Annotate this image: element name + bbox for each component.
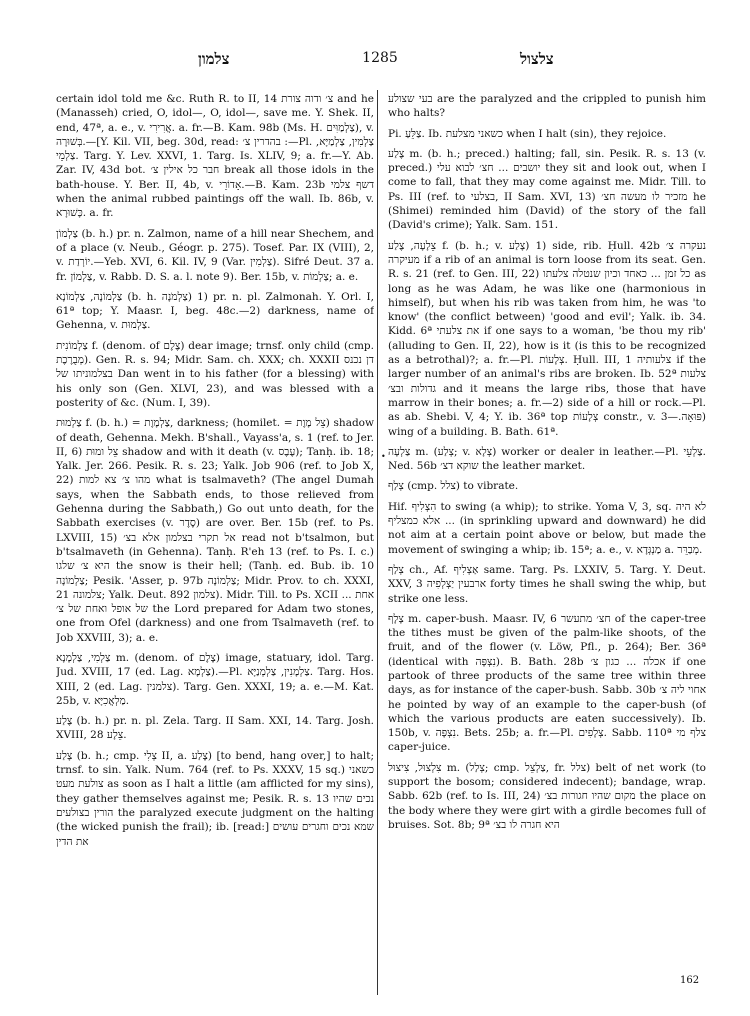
left-column <box>56 92 374 1002</box>
page-number: 1285 <box>362 50 398 66</box>
entry-hif: Hif. הִצְלִיף to swing (a whip); to strike. Yoma V, 3, sq. לא היה ... אלא כמצליף (in sprinkling upward and downward) he did not aim at a certain point above or below, but made the movement of swinging a whip; ib. 15ª; a. e., v. מַנְגְּדָא a. מְבַרֵּר. <box>388 500 706 556</box>
entry-tsala-verb: צָלַע (b. h.; cmp. צְלִי II, a. צֶלַע) [to bend, hang over,] to halt; trnsf. to sin. Yalk. Num. 764 (ref. to Ps. XXXV, 15 sq.) כשאני צולעת מעט as soon as I halt a little (am afflicted for my sins), they gather themselves against me; Pesik. R. s. 13 נכים שהיו הורין בצולעים the paralyzed execute judgment on the halting (the wicked punish the frail); ib. [read:] שמא נכים וחגרים עושים את הדין <box>56 749 374 848</box>
footer-number: 162 <box>680 975 700 986</box>
running-head-left: צלמון <box>198 50 230 68</box>
entry-tsalmonith: צַלְמוֹנִית f. (denom. of צֶלֶם) dear image; trnsf. only child (cmp. מְבֻרֶכֶת). Gen. R. s. 94; Midr. Sam. ch. XXX; ch. XXXII דן נכנס בצלמוניתו של Dan went in to his father (for a blessing) with his only son (Gen. XLVI, 23), and was blessed with a posterity of &c. (Num. I, 39). <box>56 339 374 409</box>
entry-continued: certain idol told me &c. Ruth R. to II, 14 צ׳ ודוה צורת and he (Manasseh) cried, O, idol—, O, idol—, save me. Y. Shek. II, end, 47ª, a. e., v. אֲרִירִי. a. fr.—B. Kam. 98b (Ms. H. צַלְמַוִּים), v. בְּשׁוּרָה.—[Y. Kil. VII, beg. 30d, read: בהדרין צ׳ :—Pl. צַלְמִין, צַלְמַיָּא, צַלְמֵי. Targ. Y. Lev. XXVI, 1. Targ. Is. XLIV, 9; a. fr.—Y. Ab. Zar. IV, 43d bot. חבר כל אילין צ׳ break all those idols in the bath-house. Y. Ber. II, 4b, v. אָדוֹרֵי.—B. Kam. 23b דשף צלמי when the animal rubbed paintings off the wall. Ib. 86b, v. כָּשׁוּרָא. a. fr. <box>56 93 374 220</box>
margin-mark: • <box>381 452 386 461</box>
entry-tsalaf-caper: צָלָף m. caper-bush. Maasr. IV, 6 חצ׳ מתעשר of the caper-tree the tithes must be given of the palm-like shoots, of the fruit, and of the flower (v. Löw, Pfl., p. 264); Ber. 36ª (identical with נִצְפָּה). B. Bath. 28b אכלה ... כגון צ׳ if one partook of three products of the same tree within three days, as for instance of the caper-bush. Sabb. 30b אחוי ליה צ׳ he pointed by way of an example to the caper-bush (of which the various products are eaten successively). Ib. 150b, v. נִצְפָּה. Bets. 25b; a. fr.—Pl. צְלָפִים. Sabb. 110ª צלף מי caper-juice. <box>388 612 706 754</box>
entry-tsalmuth: צַלְמוּת f. (b. h.) = צַלְמָוֶת, darkness; (homilet. = צֵל מָוֶת) shadow of death, Gehenna. Mekh. B'shall., Vayass'a, s. 1 (ref. to Jer. II, 6) צֵל ומוּת shadow and with it death (v. עֶבֶס); Tanḥ. ib. 18; Yalk. Jer. 266. Pesik. R. s. 23; Yalk. Job 906 (ref. to Job X, 22) מהו צ׳ צא למות what is tsalmaveth? (The angel Dumah says, when the Sabbath ends, to those relieved from Gehenna during the Sabbath,) Go out unto death, for the Sabbath exercises (v. סֶדֶר) are over. Ber. 15b (ref. to Ps. LXVIII, 15) אל תקרי בצלמון אלא בצ׳ read not b'tsalmon, but b'tsalmaveth (in Gehenna). Tanḥ. R'eh 13 (ref. to Ps. I. c.) היא צ׳ שלגו the snow is their hell; (Tanḥ. ed. Bub. ib. 10 צַלְמוֹנָה; Pesik. 'Asser, p. 97b צַלְמוֹנָה; Midr. Prov. to ch. XXXI, 21 צלמונה; Yalk. Deut. 892 צלמון). Midr. Till. to Ps. XCII ... אחת של אופל ואחת של צ׳ the Lord prepared for Adam two stones, one from Ofel (darkness) and one from Tsalmaveth (ref. to Job XXVIII, 3); a. e. <box>56 417 374 644</box>
entry-tselaah-rib: צֵלָעָה, צֶלַע f. (b. h.; v. צָלַע) 1) side, rib. Ḥull. 42b נעקרה צ׳ מעיקרה if a rib of an animal is torn loose from its seat. Gen. R. s. 21 (ref. to Gen. III, 22) כל זמן ... כאחד וכיון שנטלה צלעתו as long as he was Adam, he was like one (harmonious in himself), but when his rib was taken from him, he was 'to know' (the conflict between) 'good and evil'; Yalk. ib. 34. Kidd. 6ª את צלעתי if one says to a woman, 'be thou my rib' (alluding to Gen. II, 22), how is it (is this to be recognized as a betrothal)?; a. fr.—Pl. צְלָעוֹת. Ḥull. III, 1 צלעותיה if the larger number of an animal's ribs are broken. Ib. 52ª צלעות גדולות ובצ׳ and it means the large ribs, those that have marrow in their bones; a. fr.—2) side of a hill or rock.—Pl. as ab. Shebi. V, 4; Y. ib. 36ª top צְלָעוֹת constr., v. פּוּאָה.—3) wing of a building. B. Bath. 61ª. <box>388 239 706 438</box>
right-column <box>388 92 706 1002</box>
entry-tsalah-leather: צַלְעָה m. (צְלַע; v. צְלָא) worker or dealer in leather.—Pl. צַלְעֵי. Ned. 56b שוקא דצ׳ the leather market. <box>388 445 706 473</box>
entry-tsiltsul: צִלְצוּל, צִיצוּל m. (צְלַל; cmp. צַלְצֵל, fr. צלל) belt of net work (to support the bosom; considered indecent); bandage, wrap. Sabb. 62b (ref. to Is. III, 24) מקום שהיו חגורות בצ׳ the place on the body where they were girt with a girdle becomes full of bruises. Sot. 8b; 9ª היא חגרה לו בצ׳ <box>388 761 706 831</box>
entry-zela-place: צֶלַע (b. h.) pr. n. pl. Zela. Targ. II Sam. XXI, 14. Targ. Josh. XVIII, 28 צֵלָע. <box>56 715 374 742</box>
entry-continued-right: בעי שצולע are the paralyzed and the crippled to punish him who halts? <box>388 93 706 120</box>
running-head-right: צלצול <box>520 50 554 68</box>
entry-tselaf-vibrate: צְלַף (cmp. צלל) to vibrate. <box>388 480 519 493</box>
entry-tsalmi: צַלְמִי, צַלְמָנָא m. (denom. of צֶלֶם) image, statuary, idol. Targ. Jud. XVIII, 17 (ed. Lag. צַלְמָא).—Pl. צַלְמָנִין, צַלְמְנַיָּא. Targ. Hos. XIII, 2 (ed. Lag. צלמנין). Targ. Gen. XXXI, 19; a. e.—M. Kat. 25b, v. מַלְאֲכִיָּא. <box>56 651 374 707</box>
entry-piel: Pi. צַלֵּעַ. Ib. כשאני מצלעת when I halt (sin), they rejoice. <box>388 127 667 140</box>
entry-tselaf-ch: צְלַף ch., Af. אַצְלִיף same. Targ. Ps. LXXIV, 5. Targ. Y. Deut. XXV, 3 ארבעין יַצְלְפִיה forty times he shall swing the whip, but strike one less. <box>388 563 706 605</box>
entry-tsalmonah: צַלְמוֹנָה, צַלְמוֹנָא (b. h. צַלְמֹנָה) 1) pr. n. pl. Zalmonah. Y. Orl. I, 61ª top; Y. Maasr. I, beg. 48c.—2) darkness, name of Gehenna, v. צַלְמוּת. <box>56 290 374 332</box>
column-divider <box>377 90 378 995</box>
entry-tsalmon: צַלְמוֹן (b. h.) pr. n. Zalmon, name of a hill near Shechem, and of a place (v. Neub., Géogr. p. 275). Tosef. Par. IX (VIII), 2, v. יוֹרְדַת.—Yeb. XVI, 6. Kil. IV, 9 (Var. צַלְמִין). Sifré Deut. 37 a. fr. צַלְמוֹן, v. Rabb. D. S. a. l. note 9). Ber. 15b, v. צַלְמוֹת; a. e. <box>56 227 374 283</box>
entry-tsela-halting: צֶלַע m. (b. h.; preced.) halting; fall, sin. Pesik. R. s. 13 (v. preced.) יושבים ... חצ׳ לבוא עלי they sit and look out, when I come to fall, that they may come against me. Midr. Till. to Ps. III (ref. to בצלעי, II Sam. XVI, 13) מזכיר לו מעשה חצ׳ he (Shimei) reminded him (David) of the story of the fall (David's crime); Yalk. Sam. 151. <box>388 147 706 232</box>
